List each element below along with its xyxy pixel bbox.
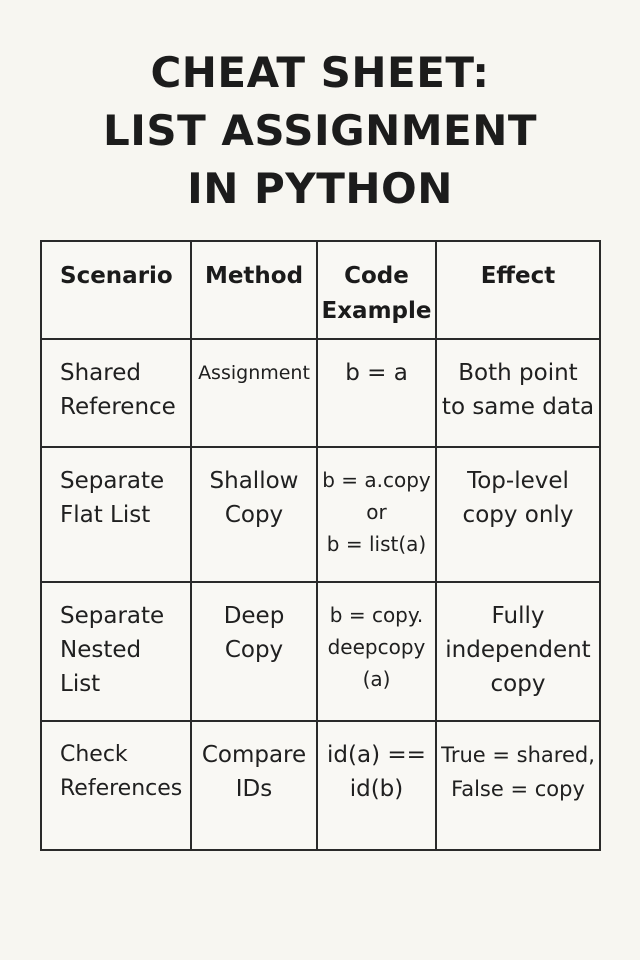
code-line: or — [366, 500, 387, 524]
effect-line: Both point — [458, 360, 578, 386]
table-row — [41, 721, 600, 850]
title-line-2: LIST ASSIGNMENT — [102, 106, 538, 155]
effect-line: Fully — [491, 603, 545, 629]
method-line: Deep — [223, 603, 285, 629]
header-method — [191, 241, 317, 339]
cell-effect — [436, 339, 600, 447]
method-line: IDs — [235, 776, 273, 802]
page-title — [0, 44, 640, 218]
cell-scenario — [41, 339, 191, 447]
effect-line: copy only — [462, 502, 574, 528]
scenario-line: Check — [60, 742, 128, 767]
code-line: b = copy. — [329, 603, 424, 627]
header-method-label: Method — [204, 263, 304, 289]
code-line: (a) — [362, 667, 391, 691]
code-line: b = list(a) — [326, 532, 427, 556]
cell-scenario — [41, 582, 191, 721]
header-scenario — [41, 241, 191, 339]
code-line: id(a) == — [327, 742, 426, 768]
cell-code — [317, 582, 436, 721]
cheat-sheet-table — [40, 240, 601, 851]
cell-code — [317, 339, 436, 447]
table-row — [41, 447, 600, 582]
header-code-example-line-2: Example — [321, 298, 432, 324]
code-line: id(b) — [349, 776, 404, 802]
method-line: Assignment — [198, 362, 310, 384]
scenario-line: Separate — [60, 603, 165, 629]
effect-line: True = shared, — [441, 743, 595, 767]
table-row — [41, 582, 600, 721]
effect-line: independent — [445, 637, 591, 663]
title-line-1: CHEAT SHEET: — [150, 48, 490, 97]
header-effect — [436, 241, 600, 339]
cell-effect — [436, 582, 600, 721]
cell-effect — [436, 447, 600, 582]
header-effect-label: Effect — [480, 263, 556, 289]
method-line: Shallow — [209, 468, 299, 494]
code-line: b = a.copy — [322, 468, 431, 492]
header-scenario-label: Scenario — [60, 263, 173, 289]
cell-method — [191, 582, 317, 721]
scenario-line: References — [60, 776, 183, 801]
scenario-line: List — [60, 671, 101, 697]
scenario-line: Shared — [60, 360, 141, 386]
method-line: Copy — [224, 502, 284, 528]
scenario-line: Separate — [60, 468, 165, 494]
code-line: b = a — [345, 360, 408, 386]
scenario-line: Nested — [60, 637, 142, 663]
cell-method — [191, 447, 317, 582]
effect-line: copy — [490, 671, 546, 697]
table-row — [41, 339, 600, 447]
effect-line: to same data — [441, 394, 595, 420]
header-code-example-label — [318, 242, 435, 329]
cell-method — [191, 721, 317, 850]
effect-line: Top-level — [467, 468, 569, 494]
effect-line: False = copy — [451, 777, 585, 801]
scenario-line: Reference — [60, 394, 176, 420]
header-code-example-line-1: Code — [344, 263, 409, 289]
cell-scenario — [41, 721, 191, 850]
method-line: Copy — [224, 637, 284, 663]
scenario-line: Flat List — [60, 502, 151, 528]
cell-effect — [436, 721, 600, 850]
table-header-row — [41, 241, 600, 339]
cell-code — [317, 721, 436, 850]
header-code-example — [317, 241, 436, 339]
title-line-3: IN PYTHON — [187, 164, 453, 213]
cell-scenario — [41, 447, 191, 582]
code-line: deepcopy — [327, 635, 426, 659]
method-line: Compare — [201, 742, 307, 768]
cell-code — [317, 447, 436, 582]
cell-method — [191, 339, 317, 447]
